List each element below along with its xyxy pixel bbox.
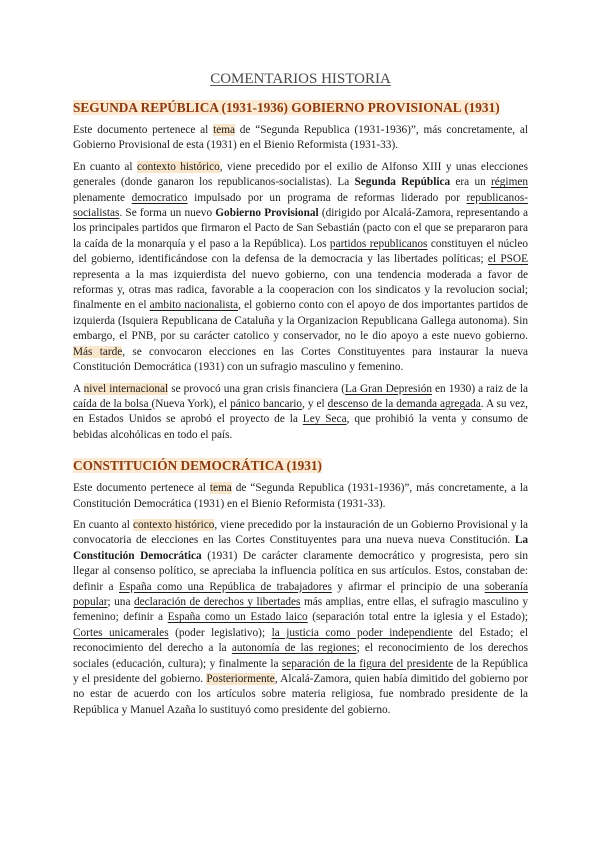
section-gap [73,449,528,457]
paragraph-contexto-2: En cuanto al contexto histórico, viene precedido por la instauración de un Gobierno Provisional y la convocatoria de elecciones en las Cortes Constituyentes para una nueva nueva Constitución. La Constitución Democrática (1931) De carácter claramente democrático y progresista, pero sin llegar al consenso político, se apreciaba la influencia política en sus artículos. Estos, constaban de: definir a España como una República de trabajadores y afirmar el principio de una soberanía popular; una declaración de derechos y libertades más amplias, entre ellas, el sufragio masculino y femenino; definir a España como un Estado laico (separación total entre la iglesia y el Estado); Cortes unicamerales (poder legislativo); la justicia como poder independiente del Estado; el reconocimiento del derecho a la autonomía de las regiones; el reconocimiento de los derechos sociales (educación, cultura); y finalmente la separación de la figura del presidente de la República y el presidente del gobierno. Posteriormente, Alcalá-Zamora, quien había dimitido del gobierno por no estar de acuerdo con los artículos sobre materia religiosa, fue nombrado presidente de la República y Manuel Azaña lo sustituyó como presidente del gobierno. [73,518,529,716]
paragraph-contexto-1: En cuanto al contexto histórico, viene precedido por el exilio de Alfonso XIII y unas elecciones generales (donde ganaron los republicanos-socialistas). La Segunda República era un régimen plenamente democratico impulsado por un programa de reformas liderado por republicanos-socialistas. Se forma un nuevo Gobierno Provisional (dirigido por Alcalá-Zamora, representando a los principales partidos que firmaron el Pacto de San Sebastián (pacto con el que se prepararon para la caída de la monarquía y el paso a la República). Los partidos republicanos constituyen el núcleo del gobierno, identificándose con la defensa de la democracia y las libertades políticas; el PSOE representa a la mas izquierdista del nuevo gobierno, con una tendencia moderada a favor de reformas y, otras mas radica, favorable a la cooperacion con los sindicatos y la revolucion social; finalmente en el ambito nacionalista, el gobierno conto con el apoyo de dos importantes partidos de izquierda (Isquiera Republicana de Cataluña y la Organizacion Republicana Gallega autonoma). Sin embargo, el PNB, por su carácter catolico y conservador, no le dio apoyo a este nuevo gobierno. Más tarde, se convocaron elecciones en las Cortes Constituyentes para instaurar la nueva Constitución Democrática (1931) con un sufragio masculino y femenino. [73,160,529,374]
paragraph-tema-2: Este documento pertenece al tema de “Segunda Republica (1931-1936)”, más concretamente, a la Constitución Democrática (1931) en el Bienio Reformista (1931-33). [73,482,528,510]
paragraph-tema-1: Este documento pertenece al tema de “Segunda Republica (1931-1936)”, más concretamente, al Gobierno Provisional de esta (1931) en el Bienio Reformista (1931-33). [73,124,528,152]
section-heading-constitucion: CONSTITUCIÓN DEMOCRÁTICA (1931) [73,458,322,474]
paragraph-internacional-1: A nivel internacional se provocó una gran crisis financiera (La Gran Depresión en 1930) a raiz de la caída de la bolsa (Nueva York), el pánico bancario, y el descenso de la demanda agregada. A su vez, en Estados Unidos se aprobó el proyecto de la Ley Seca, que prohibió la venta y consumo de bebidas alcohólicas en todo el país. [73,382,529,441]
section-heading-segunda-republica: SEGUNDA REPÚBLICA (1931-1936) GOBIERNO PROVISIONAL (1931) [73,100,500,115]
document-title: COMENTARIOS HISTORIA [210,71,391,87]
